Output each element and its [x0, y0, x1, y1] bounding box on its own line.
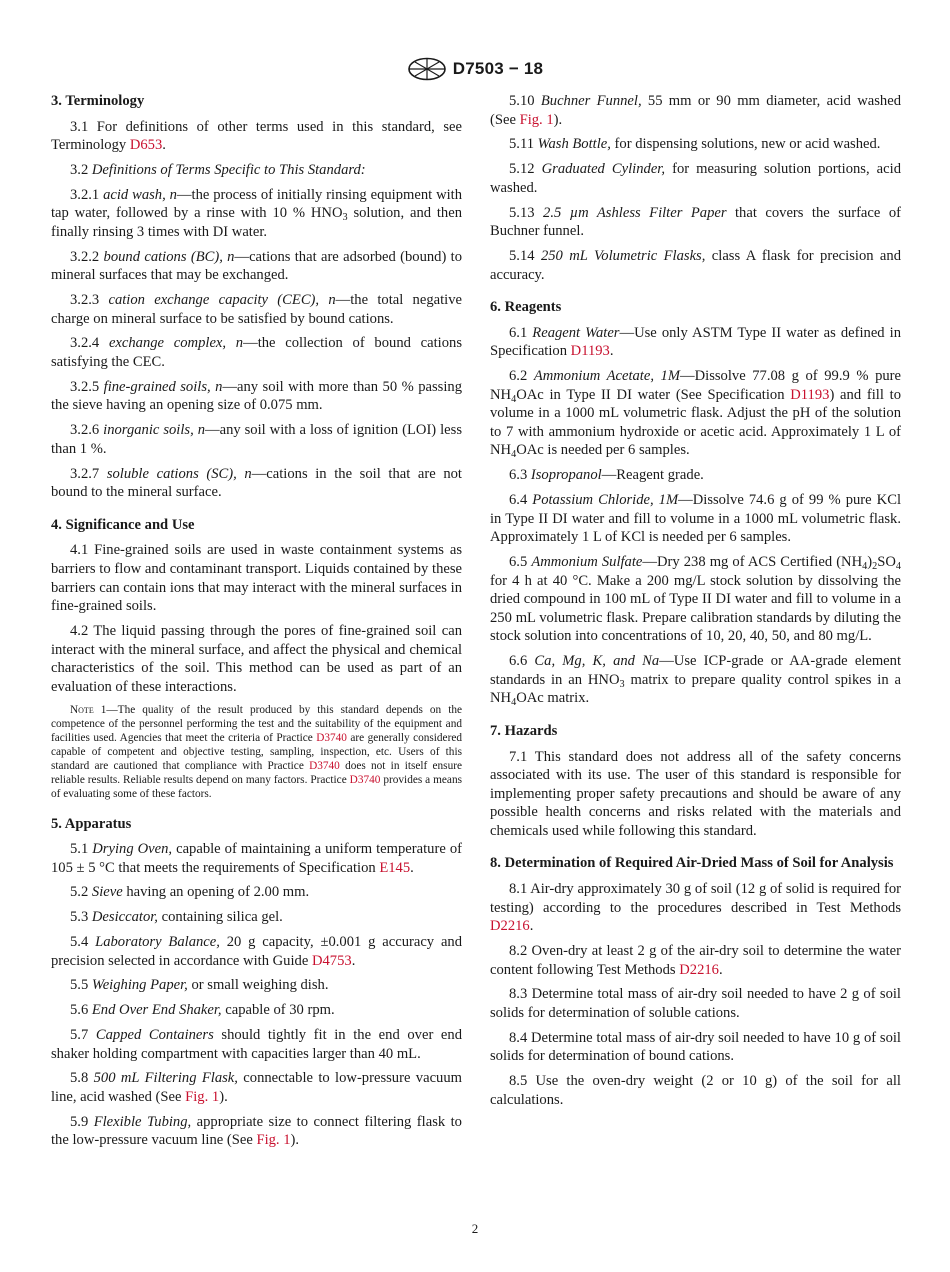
- para-8-3: 8.3 Determine total mass of air-dry soil needed to have 2 g of soil solids for determination of soluble cations.: [490, 986, 901, 1021]
- para-5-11: 5.11 Wash Bottle, for dispensing solutions, new or acid washed.: [509, 136, 881, 153]
- link-d653[interactable]: D653: [129, 137, 163, 154]
- right-column: [490, 92, 901, 1116]
- para-3-2-7: 3.2.7 soluble cations (SC), n—cations in the soil that are not bound to the mineral surface.: [51, 465, 462, 501]
- para-3-2-4: 3.2.4 exchange complex, n—the collection of bound cations satisfying the CEC.: [51, 335, 462, 371]
- para-8-2: 8.2 Oven-dry at least 2 g of the air-dry soil to determine the water content following Test Methods D2216.: [490, 943, 901, 978]
- para-4-2: 4.2 The liquid passing through the pores of fine-grained soil can interact with the mineral surface, and affect the physical and chemical characteristics of the soil. This method can be used as part of an evaluation of these interactions.: [51, 622, 462, 695]
- link-e145[interactable]: E145: [379, 859, 411, 876]
- para-3-1: 3.1 For definitions of other terms used in this standard, see Terminology D653.: [51, 118, 462, 154]
- link-d1193[interactable]: D1193: [790, 386, 830, 403]
- section-4-heading: 4. Significance and Use: [51, 516, 195, 533]
- para-6-6: 6.6 Ca, Mg, K, and Na—Use ICP-grade or AA-grade element standards in an $HNO_3$ matrix to prepare quality control spikes in a $NH_4OAc$ matrix.: [490, 653, 902, 709]
- link-d1193[interactable]: D1193: [570, 343, 610, 360]
- para-5-7: 5.7 Capped Containers should tightly fit in the end over end shaker holding compartment with capacities larger than 40 mL.: [51, 1026, 462, 1062]
- link-fig-1[interactable]: Fig. 1: [185, 1088, 220, 1105]
- link-d3740-3[interactable]: D3740: [349, 773, 381, 786]
- para-3-2-5: 3.2.5 fine-grained soils, n—any soil with more than 50 % passing the sieve having an opening size of 0.075 mm.: [51, 378, 462, 414]
- para-5-4: 5.4 Laboratory Balance, 20 g capacity, ±0.001 g accuracy and precision selected in accordance with Guide D4753.: [51, 934, 463, 969]
- para-5-2: 5.2 Sieve having an opening of 2.00 mm.: [70, 884, 310, 901]
- para-6-5: 6.5 Ammonium Sulfate—Dry 238 mg of ACS Certified $(NH_4)_2SO_4$ for 4 h at 40 °C. Make a 200 mg/L stock solution by dissolving the dried compound in 100 mL of Type II DI water and fill to volume in a 250 mL volumetric flask. Prepare calibration standards by diluting the stock solution into concentrations of 10, 20, 40, 50, and 80 mg/L.: [490, 553, 901, 645]
- section-6-heading: 6. Reagents: [490, 299, 562, 316]
- document-designation: D7503 − 18: [452, 59, 544, 78]
- link-d2216[interactable]: D2216: [490, 918, 530, 935]
- para-6-2: 6.2 Ammonium Acetate, 1M—Dissolve 77.08 g of 99.9 % pure $NH_4OAc$ in Type II DI water (See Specification D1193) and fill to volume in a 1000 mL volumetric flask. Adjust the pH of the solution to 7 with ammonium hydroxide or acetic acid. Approximately 1 L of $NH_4OAc$ is needed per 6 samples.: [490, 368, 901, 461]
- link-d2216[interactable]: D2216: [679, 961, 719, 978]
- para-3-2-3: 3.2.3 cation exchange capacity (CEC), n—the total negative charge on mineral surface to be satisfied by bound cations.: [51, 292, 462, 327]
- left-column: [51, 92, 462, 1156]
- para-8-4: 8.4 Determine total mass of air-dry soil needed to have 10 g of soil solids for determination of bound cations.: [490, 1029, 901, 1065]
- para-6-1: 6.1 Reagent Water—Use only ASTM Type II water as defined in Specification D1193.: [490, 324, 901, 360]
- para-5-5: 5.5 Weighing Paper, or small weighing dish.: [70, 977, 329, 994]
- para-5-9: 5.9 Flexible Tubing, appropriate size to connect filtering flask to the low-pressure vacuum line (See Fig. 1).: [51, 1113, 462, 1149]
- section-8-heading: 8. Determination of Required Air-Dried Mass of Soil for Analysis: [490, 855, 894, 872]
- section-7-heading: 7. Hazards: [490, 722, 558, 739]
- para-7-1: 7.1 This standard does not address all of the safety concerns associated with its use. The user of this standard is responsible for implementing proper safety precautions and should be aware of any possible health concerns and risks related with the materials and chemicals used while following this standard.: [490, 748, 901, 839]
- page-number: 2: [471, 1221, 479, 1236]
- note-1: Note 1—The quality of the result produced by this standard depends on the competence of the personnel performing the test and the suitability of the equipment and facilities used. Agencies that meet the criteria of Practice D3740 are generally considered capable of competent and objective testing, sampling, inspection, etc. Users of this standard are cautioned that compliance with Practice D3740 does not in itself ensure reliable results. Reliable results depend on many factors. Practice D3740 provides a means of evaluating some of these factors.: [51, 703, 463, 800]
- para-5-3: 5.3 Desiccator, containing silica gel.: [70, 909, 283, 926]
- page-header: [0, 56, 950, 82]
- link-fig-1[interactable]: Fig. 1: [256, 1132, 291, 1149]
- para-8-1: 8.1 Air-dry approximately 30 g of soil (12 g of solid is required for testing) according to the procedures described in Test Methods D2216.: [490, 881, 901, 935]
- para-6-4: 6.4 Potassium Chloride, 1M—Dissolve 74.6 g of 99 % pure KCl in Type II DI water and fill to volume in a 1000 mL volumetric flask. Approximately 1 L of KCl is needed per 6 samples.: [490, 492, 902, 546]
- para-3-2-6: 3.2.6 inorganic soils, n—any soil with a loss of ignition (LOI) less than 1 %.: [51, 422, 463, 457]
- para-5-6: 5.6 End Over End Shaker, capable of 30 rpm.: [70, 1002, 335, 1019]
- para-5-1: 5.1 Drying Oven, capable of maintaining a uniform temperature of 105 ± 5 °C that meets the requirements of Specification E145.: [51, 841, 462, 876]
- para-5-14: 5.14 250 mL Volumetric Flasks, class A flask for precision and accuracy.: [490, 247, 901, 283]
- section-3-heading: 3. Terminology: [51, 93, 145, 109]
- para-6-3: 6.3 Isopropanol—Reagent grade.: [509, 467, 704, 484]
- astm-logo-icon: [407, 57, 447, 81]
- para-3-2-2: 3.2.2 bound cations (BC), n—cations that are adsorbed (bound) to mineral surfaces that may be exchanged.: [51, 248, 463, 284]
- para-5-12: 5.12 Graduated Cylinder, for measuring solution portions, acid washed.: [490, 161, 901, 196]
- link-d3740-1[interactable]: D3740: [316, 731, 347, 744]
- link-d4753[interactable]: D4753: [311, 952, 352, 969]
- para-5-13: 5.13 2.5 µm Ashless Filter Paper that covers the surface of Buchner funnel.: [490, 204, 901, 240]
- para-8-5: 8.5 Use the oven-dry weight (2 or 10 g) of the soil for all calculations.: [490, 1073, 901, 1108]
- para-5-10: 5.10 Buchner Funnel, 55 mm or 90 mm diameter, acid washed (See Fig. 1).: [490, 93, 902, 128]
- para-3-2: 3.2 Definitions of Terms Specific to This Standard:: [70, 161, 366, 178]
- para-3-2-1: 3.2.1 acid wash, n—the process of initially rinsing equipment with tap water, followed by a rinse with 10 % $HNO_3$ solution, and then finally rinsing 3 times with DI water.: [51, 186, 463, 240]
- link-fig-1[interactable]: Fig. 1: [519, 111, 554, 128]
- link-d3740-2[interactable]: D3740: [309, 759, 340, 772]
- para-4-1: 4.1 Fine-grained soils are used in waste containment systems as barriers to flow and contaminant transport. Liquids contained by these barriers can contain ions that may interact with the mineral surfaces in fine-grained soils.: [51, 542, 462, 615]
- para-5-8: 5.8 500 mL Filtering Flask, connectable to low-pressure vacuum line, acid washed (See Fig. 1).: [51, 1070, 462, 1105]
- section-5-heading: 5. Apparatus: [51, 815, 132, 832]
